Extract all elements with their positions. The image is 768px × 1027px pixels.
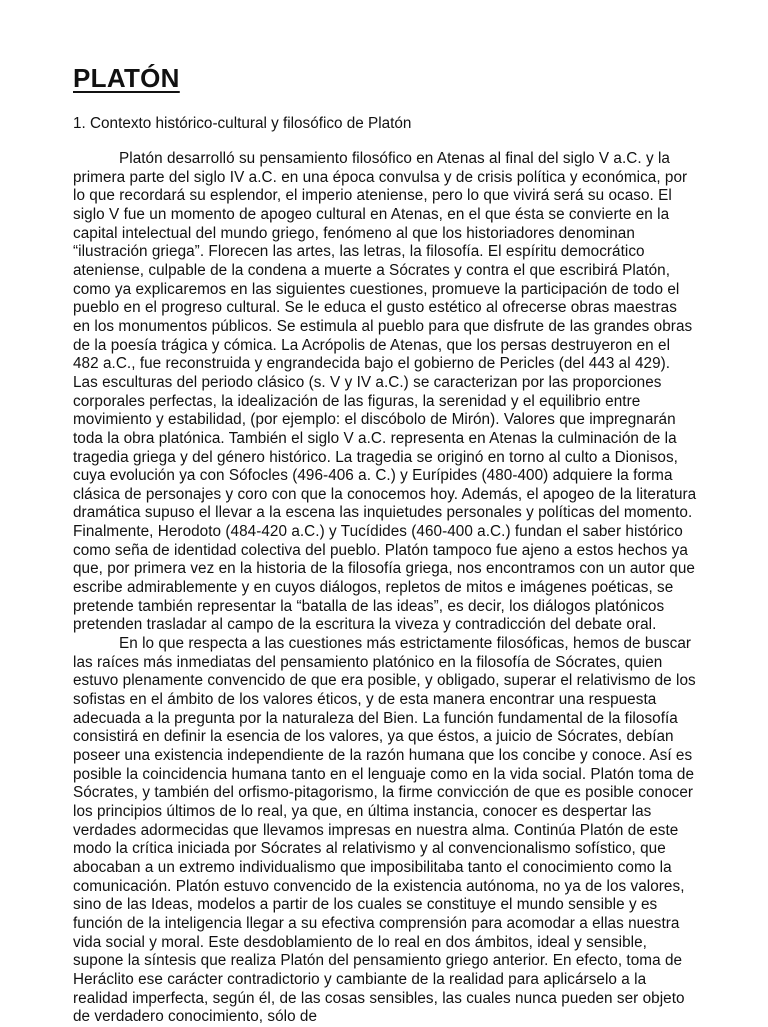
document-page [73, 62, 697, 1027]
document-title: PLATÓN [73, 63, 180, 93]
section-heading: 1. Contexto histórico-cultural y filosófico de Platón [73, 115, 412, 132]
paragraph-philosophical-context: En lo que respecta a las cuestiones más estrictamente filosóficas, hemos de buscar las raíces más inmediatas del pensamiento platónico en la filosofía de Sócrates, quien estuvo plenamente convencido de que era posible, y obligado, superar el relativismo de los sofistas en el ámbito de los valores éticos, y de esta manera encontrar una respuesta adecuada a la pregunta por la naturaleza del Bien. La función fundamental de la filosofía consistirá en definir la esencia de los valores, ya que éstos, a juicio de Sócrates, debían poseer una existencia independiente de la razón humana que los concibe y conoce. Así es posible la coincidencia humana tanto en el lenguaje como en la vida social. Platón toma de Sócrates, y también del orfismo-pitagorismo, la firme convicción de que es posible conocer los principios últimos de lo real, ya que, en última instancia, conocer es despertar las verdades adormecidas que llevamos impresas en nuestra alma. Continúa Platón de este modo la crítica iniciada por Sócrates al relativismo y al convencionalismo sofístico, que abocaban a un extremo individualismo que imposibilitaba tanto el conocimiento como la comunicación. Platón estuvo convencido de la existencia autónoma, no ya de los valores, sino de las Ideas, modelos a partir de los cuales se constituye el mundo sensible y es función de la inteligencia llegar a su efectiva comprensión para acomodar a ellas nuestra vida social y moral. Este desdoblamiento de lo real en dos ámbitos, ideal y sensible, supone la síntesis que realiza Platón del pensamiento griego anterior. En efecto, toma de Heráclito ese carácter contradictorio y cambiante de la realidad para aplicárselo a la realidad imperfecta, según él, de las cosas sensibles, las cuales nunca pueden ser objeto de verdadero conocimiento, sólo de [73, 635, 696, 1026]
paragraph-historical-context: Platón desarrolló su pensamiento filosófico en Atenas al final del siglo V a.C. y la primera parte del siglo IV a.C. en una época convulsa y de crisis política y económica, por lo que recordará su esplendor, el imperio ateniense, pero lo que vivirá será su ocaso. El siglo V fue un momento de apogeo cultural en Atenas, en el que ésta se convierte en la capital intelectual del mundo griego, fenómeno al que los historiadores denominan “ilustración griega”. Florecen las artes, las letras, la filosofía. El espíritu democrático ateniense, culpable de la condena a muerte a Sócrates y contra el que escribirá Platón, como ya explicaremos en las siguientes cuestiones, promueve la participación de todo el pueblo en el progreso cultural. Se le educa el gusto estético al ofrecerse obras maestras en los monumentos públicos. Se estimula al pueblo para que disfrute de las grandes obras de la poesía trágica y cómica. La Acrópolis de Atenas, que los persas destruyeron en el 482 a.C., fue reconstruida y engrandecida bajo el gobierno de Pericles (del 443 al 429). Las esculturas del periodo clásico (s. V y IV a.C.) se caracterizan por las proporciones corporales perfectas, la idealización de las figuras, la serenidad y el equilibrio entre movimiento y estabilidad, (por ejemplo: el discóbolo de Mirón). Valores que impregnarán toda la obra platónica. También el siglo V a.C. representa en Atenas la culminación de la tragedia griega y del género histórico. La tragedia se originó en torno al culto a Dionisos, cuya evolución ya con Sófocles (496-406 a. C.) y Eurípides (480-400) adquiere la forma clásica de personajes y coro con que la conocemos hoy. Además, el apogeo de la literatura dramática supuso el llevar a la escena las inquietudes personales y políticas del momento. Finalmente, Herodoto (484-420 a.C.) y Tucídides (460-400 a.C.) fundan el saber histórico como seña de identidad colectiva del pueblo. Platón tampoco fue ajeno a estos hechos ya que, por primera vez en la historia de la filosofía griega, nos encontramos con un autor que escribe admirablemente y en cuyos diálogos, repletos de mitos e imágenes poéticas, se pretende también representar la “batalla de las ideas”, es decir, los diálogos platónicos pretenden trasladar al campo de la escritura la viveza y contradicción del debate oral. [73, 150, 697, 634]
